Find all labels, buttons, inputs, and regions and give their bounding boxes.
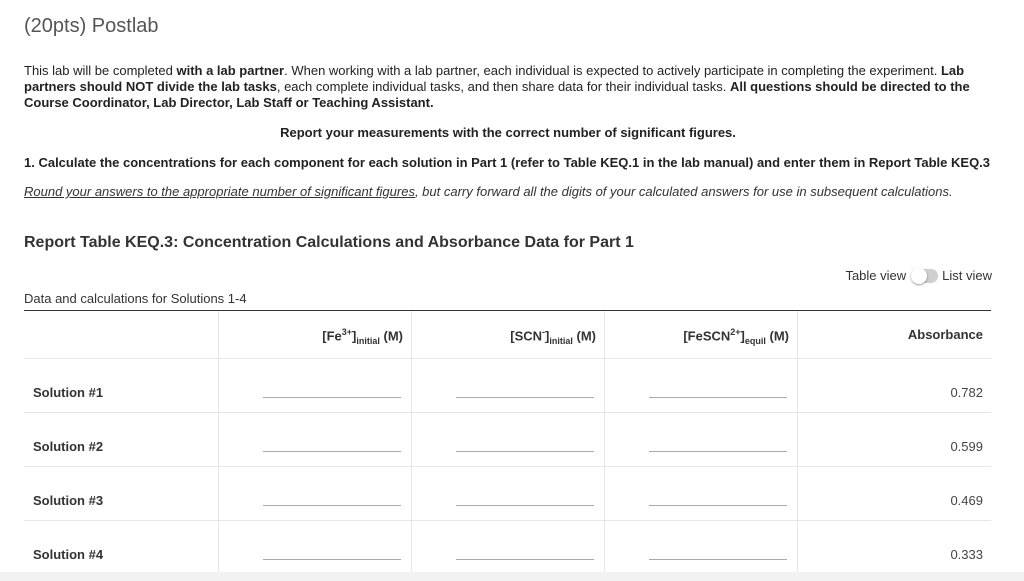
solution-label: Solution #1 bbox=[33, 385, 104, 400]
header-absorbance: Absorbance bbox=[797, 311, 991, 358]
table-title: Report Table KEQ.3: Concentration Calculations and Absorbance Data for Part 1 bbox=[24, 234, 634, 251]
table-caption: Data and calculations for Solutions 1-4 bbox=[24, 291, 247, 306]
table-row bbox=[24, 413, 991, 467]
table-row bbox=[24, 467, 991, 521]
absorbance-value: 0.599 bbox=[950, 439, 983, 454]
data-table bbox=[24, 310, 991, 575]
table-view-label[interactable]: Table view bbox=[845, 268, 907, 283]
view-toggle[interactable] bbox=[845, 268, 992, 283]
fescn-equil-input[interactable] bbox=[649, 397, 787, 398]
scn-initial-input[interactable] bbox=[456, 505, 594, 506]
intro-bold-3: All questions should be directed to the Course Coordinator, Lab Director, Lab Staff or Teaching Assistant. bbox=[24, 79, 970, 110]
intro-bold-1: with a lab partner bbox=[176, 63, 285, 78]
intro-bold-2: Lab partners should NOT divide the lab tasks bbox=[24, 63, 965, 94]
fescn-equil-input[interactable] bbox=[649, 451, 787, 452]
absorbance-value: 0.333 bbox=[950, 547, 983, 562]
header-scn-initial: $[SCN^-]_{initial}$ (M) bbox=[411, 311, 604, 358]
table-header-row bbox=[24, 311, 991, 359]
solution-label: Solution #4 bbox=[33, 547, 104, 562]
rounding-note bbox=[24, 184, 964, 200]
list-view-label[interactable]: List view bbox=[942, 268, 992, 283]
header-empty bbox=[24, 311, 218, 358]
fe-initial-input[interactable] bbox=[263, 451, 401, 452]
table-row bbox=[24, 521, 991, 575]
rounding-note-rest: , but carry forward all the digits of your calculated answers for use in subsequent calculations. bbox=[414, 184, 953, 199]
sig-fig-note: Report your measurements with the correct number of significant figures. bbox=[280, 125, 736, 140]
fe-initial-input[interactable] bbox=[263, 559, 401, 560]
header-fescn-equil: $[FeSCN^{2+}]_{equil}$ (M) bbox=[604, 311, 797, 358]
page-title: (20pts) Postlab bbox=[24, 15, 159, 37]
fe-initial-input[interactable] bbox=[263, 397, 401, 398]
absorbance-value: 0.782 bbox=[950, 385, 983, 400]
intro-text-3: , each complete individual tasks, and then share data for their individual tasks. bbox=[276, 79, 730, 94]
table-row bbox=[24, 359, 991, 413]
question-1: 1. Calculate the concentrations for each component for each solution in Part 1 (refer to Table KEQ.1 in the lab manual) and enter them in Report Table KEQ.3 bbox=[24, 155, 991, 170]
fescn-equil-input[interactable] bbox=[649, 505, 787, 506]
scn-initial-input[interactable] bbox=[456, 397, 594, 398]
intro-text-2: . When working with a lab partner, each individual is expected to actively participate in completing the experiment. bbox=[284, 63, 941, 78]
rounding-note-underlined: Round your answers to the appropriate number of significant figures bbox=[24, 184, 415, 199]
intro-text-1: This lab will be completed bbox=[24, 63, 177, 78]
scn-initial-input[interactable] bbox=[456, 451, 594, 452]
fe-initial-input[interactable] bbox=[263, 505, 401, 506]
fescn-equil-input[interactable] bbox=[649, 559, 787, 560]
solution-label: Solution #3 bbox=[33, 493, 104, 508]
solution-label: Solution #2 bbox=[33, 439, 104, 454]
view-toggle-switch[interactable] bbox=[912, 269, 938, 283]
bottom-scroll-area bbox=[0, 572, 1024, 581]
scn-initial-input[interactable] bbox=[456, 559, 594, 560]
absorbance-value: 0.469 bbox=[950, 493, 983, 508]
toggle-knob bbox=[911, 268, 927, 284]
intro-paragraph bbox=[24, 63, 999, 111]
header-fe-initial: $[Fe^{3+}]_{initial}$ (M) bbox=[218, 311, 411, 358]
